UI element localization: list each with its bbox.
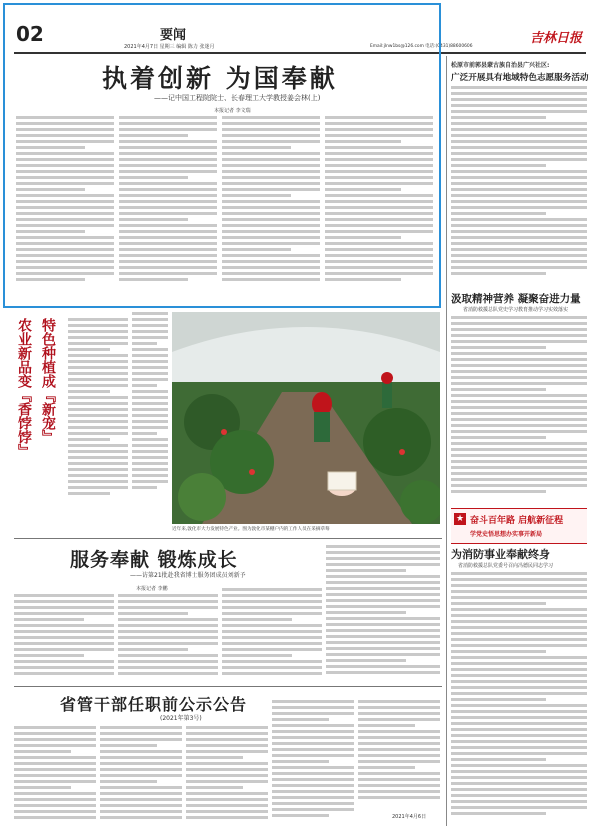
lead-column-4 [325, 116, 433, 306]
right-column-divider [446, 56, 447, 826]
notice-headline: 省管干部任职前公示公告 [60, 695, 248, 714]
feature-column-2 [132, 312, 168, 518]
lead-byline: 本报记者 李文瑞 [214, 108, 251, 114]
lead-column-3 [222, 116, 320, 306]
date-line: 2021年4月7日 星期三 编辑 陈力 张迷月 [124, 44, 215, 50]
contact-line: Email:jlnw1bs@126.com 电话:(0431)88600606 [370, 44, 473, 49]
feature-column-1 [68, 318, 128, 518]
right-top-section: 松原市前郭县蒙古族自治县广兴社区: [451, 62, 550, 69]
lead-column-1 [16, 116, 114, 306]
service-column-3 [222, 588, 322, 682]
lead-column-2 [119, 116, 217, 306]
notice-subhead: (2021年第3号) [160, 715, 202, 722]
section-title: 要闻 [160, 28, 187, 43]
banner-star-icon: ★ [455, 514, 465, 524]
service-headline: 服务奉献 锻炼成长 [70, 549, 238, 571]
service-subhead: ——访第21批赴我省博士服务团成员刘新予 [130, 572, 246, 579]
service-column-2 [118, 594, 218, 682]
lead-headline: 执着创新 为国奉献 [102, 64, 338, 93]
right-mid-headline: 汲取精神营养 凝聚奋进力量 [451, 293, 581, 305]
right-bottom-subhead: 省消防救援总队党委号召向冯德民同志学习 [458, 563, 554, 569]
banner-line-1: 奋斗百年路 启航新征程 [470, 516, 564, 526]
party-history-banner [451, 508, 587, 544]
right-top-headline: 广泛开展具有地域特色志愿服务活动 [451, 73, 589, 83]
masthead-logo: 吉林日报 [530, 31, 583, 46]
service-byline: 本报记者 李鹏 [136, 586, 168, 592]
notice-rule [14, 686, 442, 687]
notice-column-2 [100, 726, 182, 824]
greenhouse-photo [172, 312, 440, 524]
notice-column-3 [186, 726, 268, 824]
feature-vertical-headline-1: 特色种植成『新宠』 [40, 318, 56, 444]
page-number: 02 [16, 22, 44, 46]
feature-vertical-headline-2: 农业新品变『香饽饽』 [16, 318, 32, 458]
notice-date: 2021年4月6日 [392, 814, 427, 820]
right-bottom-headline: 为消防事业奉献终身 [451, 548, 550, 561]
notice-column-5 [358, 700, 440, 812]
right-bottom-body [451, 572, 587, 822]
notice-column-1 [14, 726, 96, 824]
banner-line-2: 学党史悟思想办实事开新局 [470, 531, 543, 538]
photo-caption: 近年来,敦化市大力发展特色产业。图为敦化市某棚户内的工作人员在采摘草莓 [172, 527, 330, 532]
right-top-body [451, 86, 587, 280]
notice-column-4 [272, 700, 354, 824]
right-mid-subhead: 省消防救援总队党史学习教育推动学习实效落实 [463, 307, 569, 313]
right-mid-body [451, 316, 587, 502]
service-column-1 [14, 594, 114, 682]
service-column-4 [326, 545, 440, 682]
mid-rule [14, 538, 442, 539]
lead-subhead: ——记中国工程院院士、长春理工大学教授姜会林(上) [154, 94, 321, 102]
